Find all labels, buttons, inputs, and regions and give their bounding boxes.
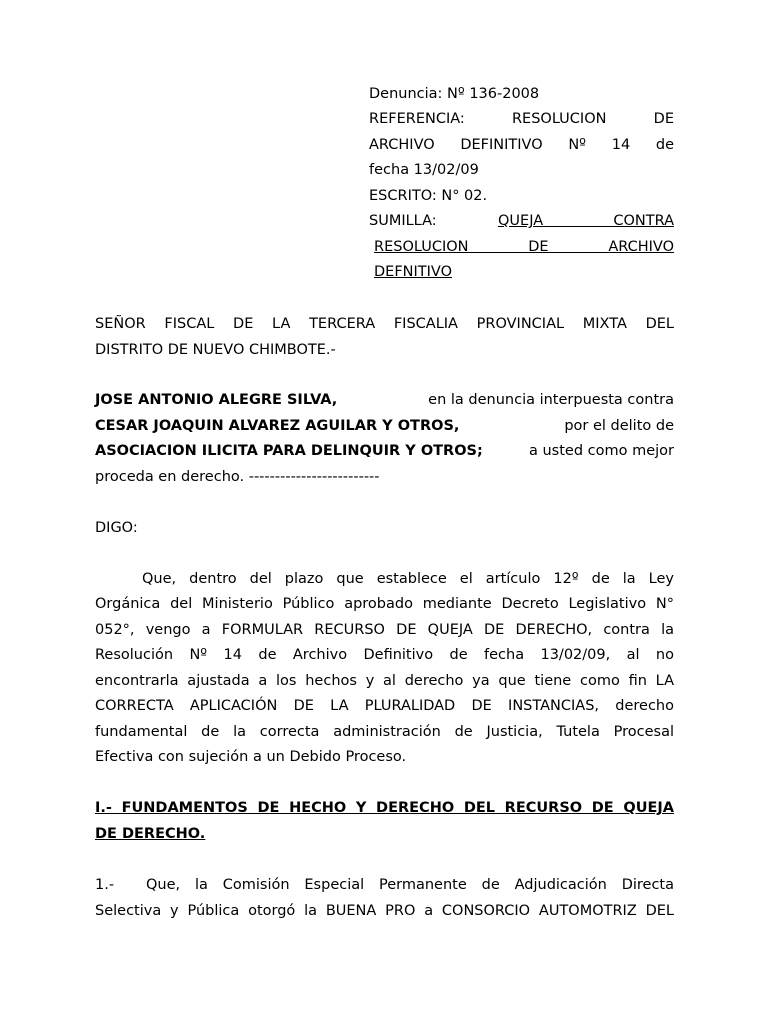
paragraph-1-line: CORRECTA APLICACIÓN DE LA PLURALIDAD DE INSTANCIAS, derecho xyxy=(95,698,674,714)
referencia-line-1: REFERENCIA: RESOLUCION DE xyxy=(369,111,674,127)
escrito-number: ESCRITO: N° 02. xyxy=(369,188,488,204)
paragraph-1-line: encontrarla ajustada a los hechos y al derecho ya que tiene como fin LA xyxy=(95,673,674,689)
intro-line-2 xyxy=(95,413,674,439)
petitioner-name: JOSE ANTONIO ALEGRE SILVA, xyxy=(95,392,338,408)
intro-line-4: proceda en derecho. ------------------------- xyxy=(95,469,380,485)
sumilla-label: SUMILLA: xyxy=(369,213,437,229)
intro-text-3: a usted como mejor xyxy=(528,443,674,459)
referencia-line-3: fecha 13/02/09 xyxy=(369,162,479,178)
defendant-name: CESAR JOAQUIN ALVAREZ AGUILAR Y OTROS, xyxy=(95,418,460,434)
sumilla-line-2: RESOLUCION DE ARCHIVO xyxy=(374,239,674,255)
intro-line-3 xyxy=(95,438,674,464)
referencia-line-2: ARCHIVO DEFINITIVO Nº 14 de xyxy=(369,137,674,153)
paragraph-1-line: fundamental de la correcta administración de Justicia, Tutela Procesal xyxy=(95,724,674,740)
paragraph-1-line: Que, dentro del plazo que establece el artículo 12º de la Ley xyxy=(142,571,674,587)
paragraph-1-line: Orgánica del Ministerio Público aprobado mediante Decreto Legislativo N° xyxy=(95,596,674,612)
crime-name: ASOCIACION ILICITA PARA DELINQUIR Y OTROS; xyxy=(95,443,483,459)
denuncia-number: Denuncia: Nº 136-2008 xyxy=(369,86,540,102)
section-heading-line-2: DE DERECHO. xyxy=(95,826,206,842)
point-1-line-1: Que, la Comisión Especial Permanente de Adjudicación Directa xyxy=(146,877,674,893)
paragraph-1-line: 052°, vengo a FORMULAR RECURSO DE QUEJA DE DERECHO, contra la xyxy=(95,622,674,638)
point-1-line-2: Selectiva y Pública otorgó la BUENA PRO a CONSORCIO AUTOMOTRIZ DEL xyxy=(95,903,674,919)
intro-line-1 xyxy=(95,387,674,413)
intro-text-1: en la denuncia interpuesta contra xyxy=(428,392,674,408)
point-1-number: 1.- xyxy=(95,877,115,893)
addressee-line-1: SEÑOR FISCAL DE LA TERCERA FISCALIA PROVINCIAL MIXTA DEL xyxy=(95,316,674,332)
section-heading-line-1: I.- FUNDAMENTOS DE HECHO Y DERECHO DEL RECURSO DE QUEJA xyxy=(95,800,674,816)
sumilla-line-1: QUEJA CONTRA xyxy=(498,213,674,229)
intro-text-2: por el delito de xyxy=(564,418,674,434)
paragraph-1-line: Efectiva con sujeción a un Debido Proceso. xyxy=(95,749,407,765)
addressee-line-2: DISTRITO DE NUEVO CHIMBOTE.- xyxy=(95,342,336,358)
paragraph-1-line: Resolución Nº 14 de Archivo Definitivo de fecha 13/02/09, al no xyxy=(95,647,674,663)
digo-heading: DIGO: xyxy=(95,520,138,536)
sumilla-line-3: DEFNITIVO xyxy=(374,264,453,280)
